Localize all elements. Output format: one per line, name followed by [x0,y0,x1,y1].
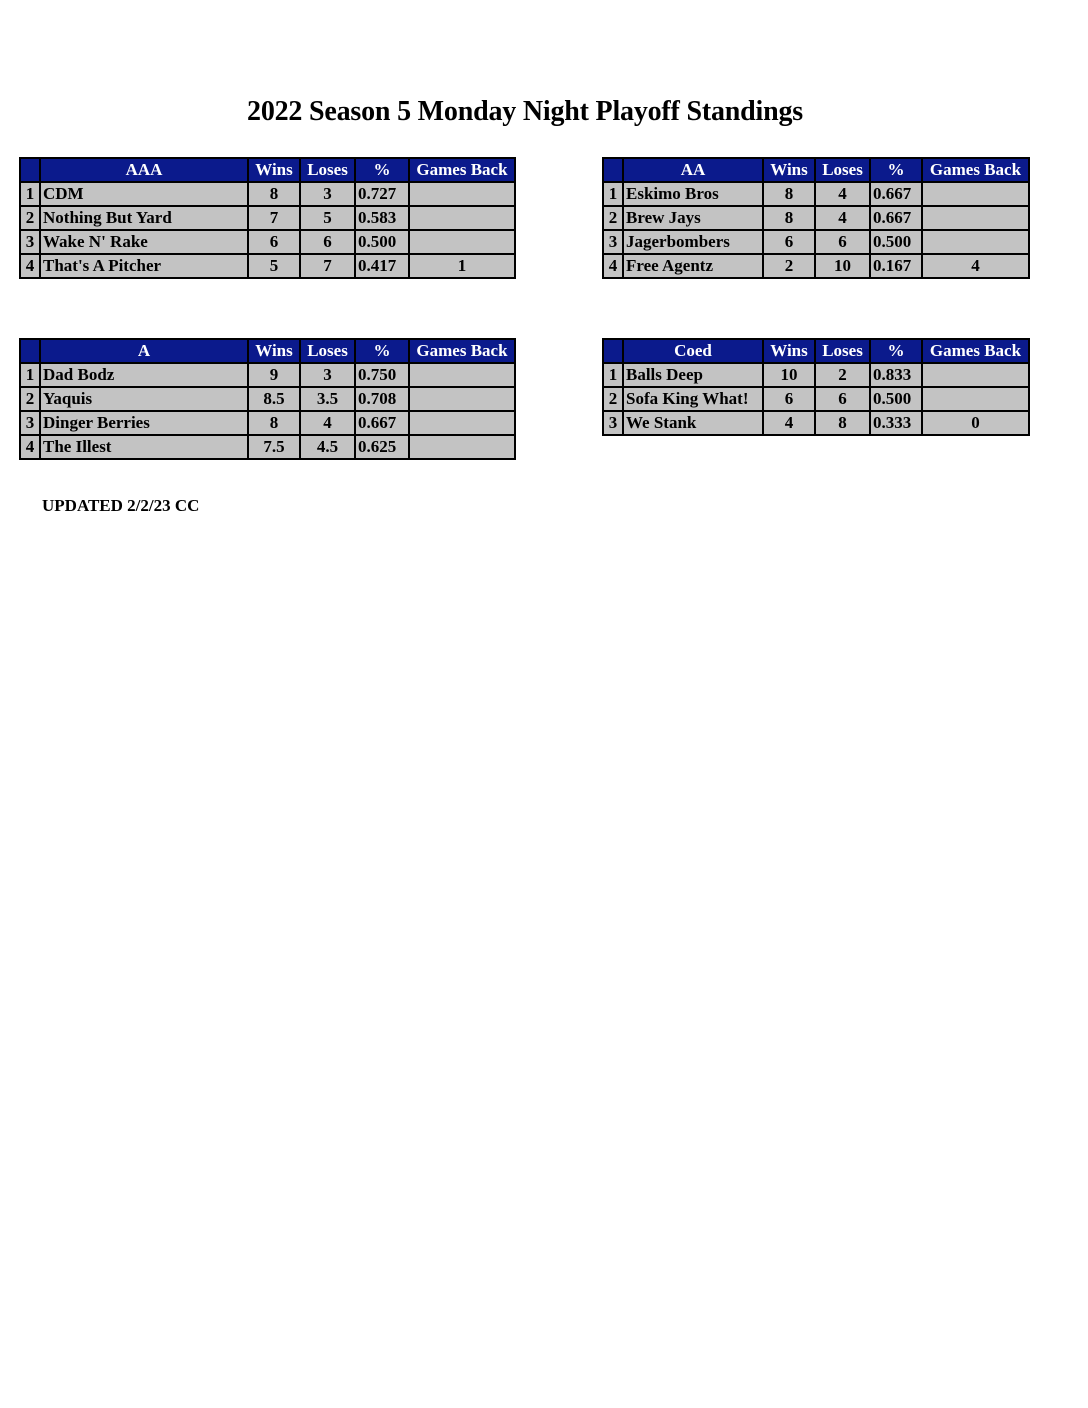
table-row [20,254,515,278]
games-back-cell [409,411,515,435]
loses-cell: 4 [815,182,870,206]
games-back-cell: 1 [409,254,515,278]
wins-cell: 8 [248,182,300,206]
wins-header: Wins [763,339,815,363]
loses-cell: 3 [300,363,355,387]
loses-header: Loses [815,158,870,182]
pct-header: % [870,339,922,363]
loses-cell: 4 [815,206,870,230]
standings-table-aa [602,157,1030,279]
team-cell: Yaquis [40,387,248,411]
loses-cell: 6 [815,230,870,254]
loses-cell: 2 [815,363,870,387]
games-back-header: Games Back [409,339,515,363]
wins-cell: 8.5 [248,387,300,411]
games-back-cell [409,230,515,254]
pct-cell: 0.727 [355,182,409,206]
standings-table-a [19,338,516,460]
loses-cell: 4.5 [300,435,355,459]
table-row [20,182,515,206]
loses-cell: 7 [300,254,355,278]
loses-cell: 6 [300,230,355,254]
wins-cell: 7 [248,206,300,230]
table-header-row [20,339,515,363]
rank-header [603,158,623,182]
team-cell: Wake N' Rake [40,230,248,254]
wins-cell: 10 [763,363,815,387]
team-cell: Jagerbombers [623,230,763,254]
team-cell: We Stank [623,411,763,435]
rank-cell: 4 [603,254,623,278]
standings-table-aaa [19,157,516,279]
division-name: Coed [623,339,763,363]
rank-cell: 3 [20,230,40,254]
team-cell: The Illest [40,435,248,459]
rank-cell: 1 [603,182,623,206]
loses-cell: 3.5 [300,387,355,411]
games-back-cell [922,387,1029,411]
loses-cell: 10 [815,254,870,278]
wins-cell: 5 [248,254,300,278]
loses-cell: 6 [815,387,870,411]
pct-cell: 0.708 [355,387,409,411]
games-back-header: Games Back [922,158,1029,182]
pct-header: % [870,158,922,182]
loses-header: Loses [815,339,870,363]
games-back-cell [409,363,515,387]
team-cell: Dinger Berries [40,411,248,435]
team-cell: Sofa King What! [623,387,763,411]
rank-cell: 1 [20,182,40,206]
pct-cell: 0.583 [355,206,409,230]
rank-header [20,158,40,182]
rank-cell: 3 [20,411,40,435]
division-name: AAA [40,158,248,182]
table-row [603,387,1029,411]
rank-cell: 2 [603,206,623,230]
team-cell: Eskimo Bros [623,182,763,206]
loses-header: Loses [300,158,355,182]
loses-header: Loses [300,339,355,363]
team-cell: Nothing But Yard [40,206,248,230]
pct-cell: 0.667 [870,182,922,206]
table-row [20,435,515,459]
pct-cell: 0.167 [870,254,922,278]
table-row [20,206,515,230]
wins-cell: 6 [763,387,815,411]
rank-header [603,339,623,363]
pct-cell: 0.500 [870,387,922,411]
pct-cell: 0.750 [355,363,409,387]
games-back-cell [922,230,1029,254]
table-row [20,411,515,435]
rank-cell: 4 [20,435,40,459]
rank-cell: 3 [603,411,623,435]
loses-cell: 5 [300,206,355,230]
rank-cell: 4 [20,254,40,278]
games-back-cell [409,206,515,230]
pct-cell: 0.667 [870,206,922,230]
pct-cell: 0.500 [870,230,922,254]
rank-header [20,339,40,363]
table-row [603,254,1029,278]
page-title: 2022 Season 5 Monday Night Playoff Standings [247,96,803,127]
rank-cell: 2 [603,387,623,411]
pct-cell: 0.625 [355,435,409,459]
wins-header: Wins [763,158,815,182]
games-back-cell [922,182,1029,206]
table-row [603,230,1029,254]
team-cell: CDM [40,182,248,206]
games-back-header: Games Back [922,339,1029,363]
wins-header: Wins [248,339,300,363]
team-cell: Balls Deep [623,363,763,387]
updated-note: UPDATED 2/2/23 CC [42,496,200,515]
table-header-row [603,158,1029,182]
wins-cell: 7.5 [248,435,300,459]
games-back-cell [922,363,1029,387]
rank-cell: 1 [20,363,40,387]
wins-cell: 8 [763,182,815,206]
loses-cell: 3 [300,182,355,206]
loses-cell: 4 [300,411,355,435]
standings-table-coed [602,338,1030,436]
wins-cell: 4 [763,411,815,435]
table-header-row [603,339,1029,363]
table-row [603,206,1029,230]
games-back-header: Games Back [409,158,515,182]
pct-cell: 0.833 [870,363,922,387]
team-cell: Dad Bodz [40,363,248,387]
table-row [20,230,515,254]
loses-cell: 8 [815,411,870,435]
wins-header: Wins [248,158,300,182]
wins-cell: 9 [248,363,300,387]
rank-cell: 2 [20,387,40,411]
pct-header: % [355,158,409,182]
table-row [20,363,515,387]
team-cell: That's A Pitcher [40,254,248,278]
division-name: AA [623,158,763,182]
pct-cell: 0.500 [355,230,409,254]
rank-cell: 3 [603,230,623,254]
wins-cell: 6 [248,230,300,254]
pct-cell: 0.333 [870,411,922,435]
games-back-cell [409,387,515,411]
rank-cell: 2 [20,206,40,230]
team-cell: Free Agentz [623,254,763,278]
team-cell: Brew Jays [623,206,763,230]
wins-cell: 6 [763,230,815,254]
games-back-cell: 0 [922,411,1029,435]
wins-cell: 8 [763,206,815,230]
games-back-cell [409,182,515,206]
division-name: A [40,339,248,363]
wins-cell: 2 [763,254,815,278]
pct-header: % [355,339,409,363]
table-header-row [20,158,515,182]
table-row [603,363,1029,387]
table-row [603,182,1029,206]
games-back-cell [409,435,515,459]
pct-cell: 0.667 [355,411,409,435]
wins-cell: 8 [248,411,300,435]
games-back-cell: 4 [922,254,1029,278]
games-back-cell [922,206,1029,230]
pct-cell: 0.417 [355,254,409,278]
table-row [603,411,1029,435]
table-row [20,387,515,411]
rank-cell: 1 [603,363,623,387]
